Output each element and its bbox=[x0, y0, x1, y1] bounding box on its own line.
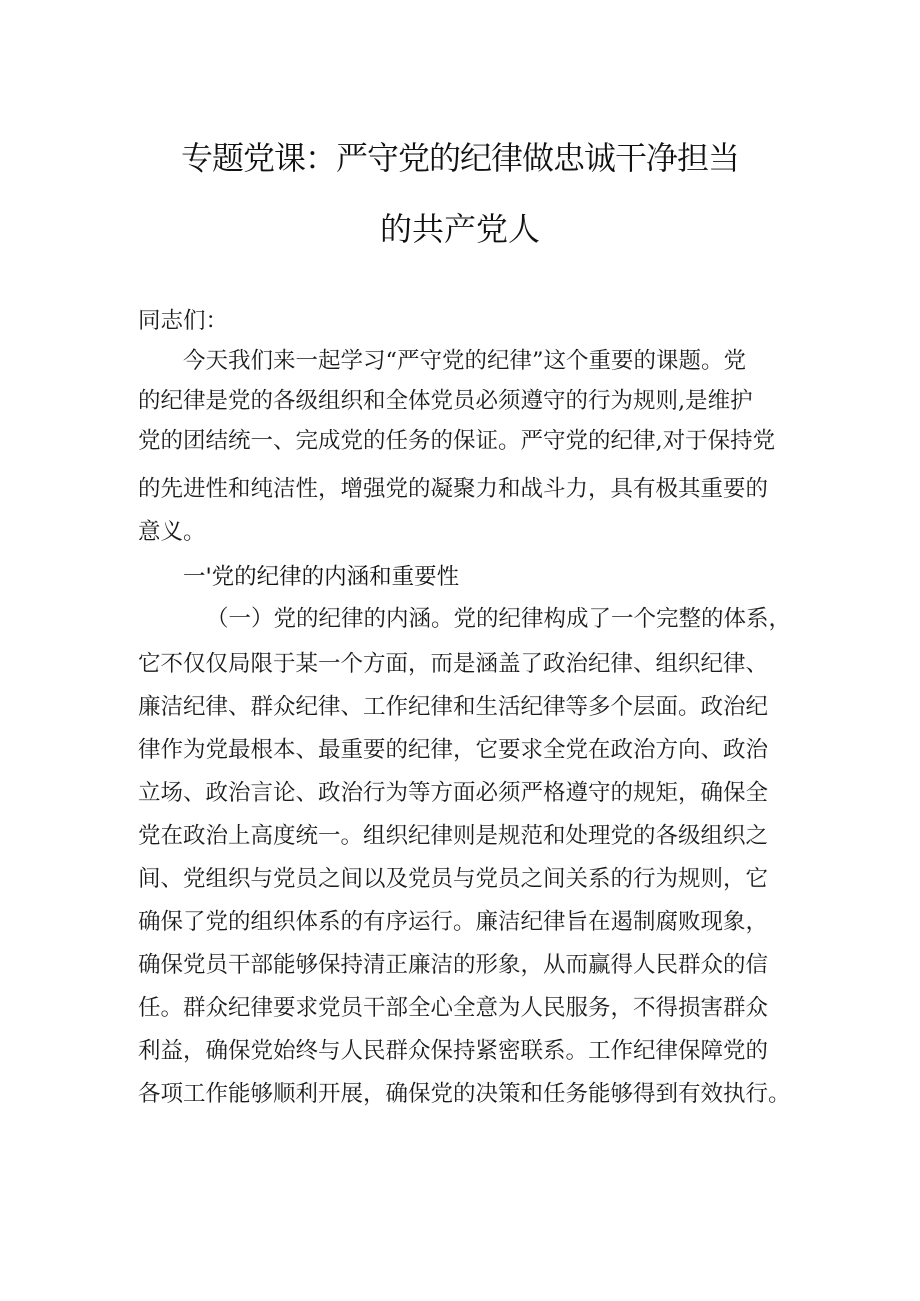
document-title-line-2: 的共产党人 bbox=[379, 210, 540, 248]
section-line: 确保了党的组织体系的有序运行。廉洁纪律旨在遏制腐败现象， bbox=[138, 909, 769, 935]
document-title-line-1: 专题党课：严守党的纪律做忠诚干净担当 bbox=[180, 139, 739, 177]
section-line: 各项工作能够顺利开展，确保党的决策和任务能够得到有效执行。 bbox=[138, 1081, 791, 1107]
intro-line: 今天我们来一起学习“严守党的纪律”这个重要的课题。党 bbox=[183, 348, 747, 374]
section-line: 立场、政治言论、政治行为等方面必须严格遵守的规矩，确保全 bbox=[138, 780, 769, 806]
section-line: 任。群众纪律要求党员干部全心全意为人民服务，不得损害群众 bbox=[138, 995, 769, 1021]
intro-line: 的纪律是党的各级组织和全体党员必须遵守的行为规则,是维护 bbox=[138, 388, 753, 414]
intro-line: 的先进性和纯洁性，增强党的凝聚力和战斗力，具有极其重要的 bbox=[138, 476, 769, 502]
section-line: 律作为党最根本、最重要的纪律，它要求全党在政治方向、政治 bbox=[138, 737, 769, 763]
intro-line: 意义。 bbox=[138, 519, 206, 545]
section-line: 党在政治上高度统一。组织纪律则是规范和处理党的各级组织之 bbox=[138, 823, 769, 849]
salutation: 同志们： bbox=[138, 308, 229, 334]
section-heading: 一'党的纪律的内涵和重要性 bbox=[183, 564, 460, 590]
section-line: 它不仅仅局限于某一个方面，而是涵盖了政治纪律、组织纪律、 bbox=[138, 651, 769, 677]
section-line: 利益，确保党始终与人民群众保持紧密联系。工作纪律保障党的 bbox=[138, 1038, 769, 1064]
section-line: 廉洁纪律、群众纪律、工作纪律和生活纪律等多个层面。政治纪 bbox=[138, 694, 769, 720]
section-line: （一）党的纪律的内涵。党的纪律构成了一个完整的体系， bbox=[206, 606, 792, 632]
section-line: 确保党员干部能够保持清正廉洁的形象，从而赢得人民群众的信 bbox=[138, 952, 769, 978]
intro-line: 党的团结统一、完成党的任务的保证。严守党的纪律,对于保持党 bbox=[138, 428, 776, 454]
section-line: 间、党组织与党员之间以及党员与党员之间关系的行为规则，它 bbox=[138, 866, 769, 892]
